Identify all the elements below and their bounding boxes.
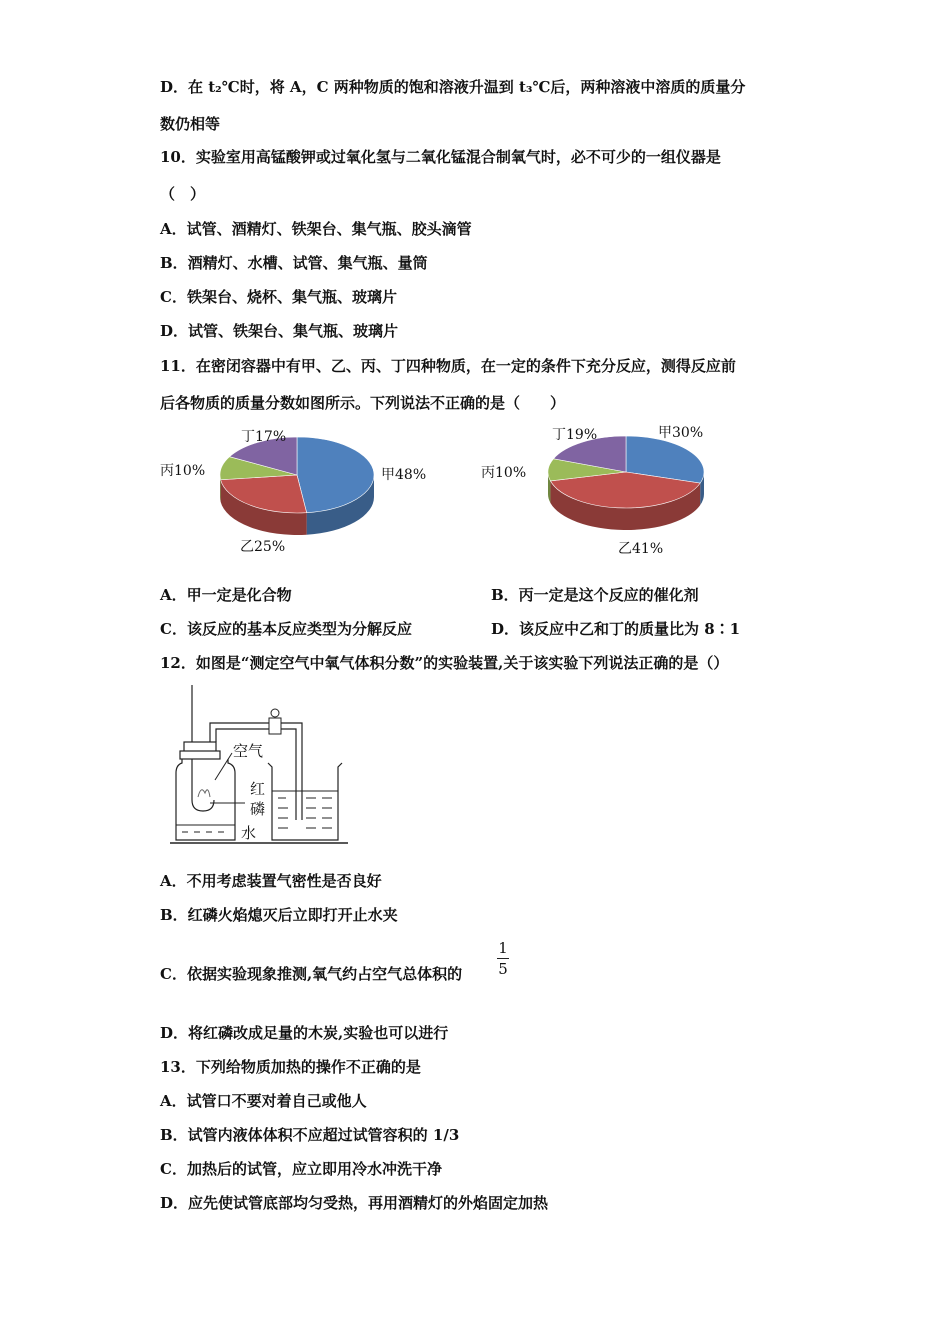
apparatus-label-phosphorus: 磷 [250, 800, 266, 818]
q11-option-b: B．丙一定是这个反应的催化剂 [491, 586, 699, 604]
q12-option-c-fraction [496, 938, 510, 979]
q11-option-a: A．甲一定是化合物 [160, 586, 292, 604]
q9-option-d-line2: 数仍相等 [160, 115, 221, 133]
q13-option-b: B．试管内液体体积不应超过试管容积的 1/3 [160, 1126, 460, 1144]
q10-option-b: B．酒精灯、水槽、试管、集气瓶、量筒 [160, 254, 428, 272]
fraction-numerator: 1 [498, 939, 508, 957]
q11-option-c: C．该反应的基本反应类型为分解反应 [160, 620, 412, 638]
oxygen-experiment-apparatus [170, 685, 350, 850]
pie1-label-yi: 乙25% [240, 539, 286, 555]
pie1-label-bing: 丙10% [160, 463, 206, 479]
q13-option-c: C．加热后的试管，应立即用冷水冲洗干净 [160, 1160, 442, 1178]
q11-option-d: D．该反应中乙和丁的质量比为 8∶1 [491, 620, 741, 638]
q10-stem-line2: （ ） [160, 185, 206, 203]
q12-option-b: B．红磷火焰熄灭后立即打开止水夹 [160, 906, 398, 924]
q11-stem-line1: 11．在密闭容器中有甲、乙、丙、丁四种物质，在一定的条件下充分反应，测得反应前 [160, 357, 736, 375]
pie1-label-jia: 甲48% [381, 467, 427, 483]
pie2-label-ding: 丁19% [552, 427, 598, 443]
q10-option-a: A．试管、酒精灯、铁架台、集气瓶、胶头滴管 [160, 220, 472, 238]
q10-option-c: C．铁架台、烧杯、集气瓶、玻璃片 [160, 288, 397, 306]
q13-option-d: D．应先使试管底部均匀受热，再用酒精灯的外焰固定加热 [160, 1194, 549, 1212]
q13-stem: 13．下列给物质加热的操作不正确的是 [160, 1058, 421, 1076]
pie1-label-ding: 丁17% [241, 429, 287, 445]
q10-option-d: D．试管、铁架台、集气瓶、玻璃片 [160, 322, 399, 340]
q12-stem: 12．如图是“测定空气中氧气体积分数”的实验装置,关于该实验下列说法正确的是（） [160, 654, 729, 672]
q11-stem-line2: 后各物质的质量分数如图所示。下列说法不正确的是（ ） [160, 394, 566, 412]
q10-stem-line1: 10．实验室用高锰酸钾或过氧化氢与二氧化锰混合制氧气时，必不可少的一组仪器是 [160, 148, 721, 166]
q9-option-d-line1: D．在 t₂℃时，将 A，C 两种物质的饱和溶液升温到 t₃℃后，两种溶液中溶质的质量分 [160, 78, 746, 96]
pie2-label-yi: 乙41% [618, 541, 664, 557]
apparatus-label-red: 红 [250, 780, 266, 798]
apparatus-label-air: 空气 [233, 742, 264, 760]
q12-option-d: D．将红磷改成足量的木炭,实验也可以进行 [160, 1024, 449, 1042]
pie2-label-jia: 甲30% [658, 425, 704, 441]
q13-option-a: A．试管口不要对着自己或他人 [160, 1092, 367, 1110]
pie2-label-bing: 丙10% [481, 465, 527, 481]
apparatus-label-water: 水 [241, 824, 257, 842]
fraction-denominator: 5 [498, 960, 508, 978]
q12-option-c: C．依据实验现象推测,氧气约占空气总体积的 [160, 965, 463, 983]
q12-option-a: A．不用考虑装置气密性是否良好 [160, 872, 382, 890]
